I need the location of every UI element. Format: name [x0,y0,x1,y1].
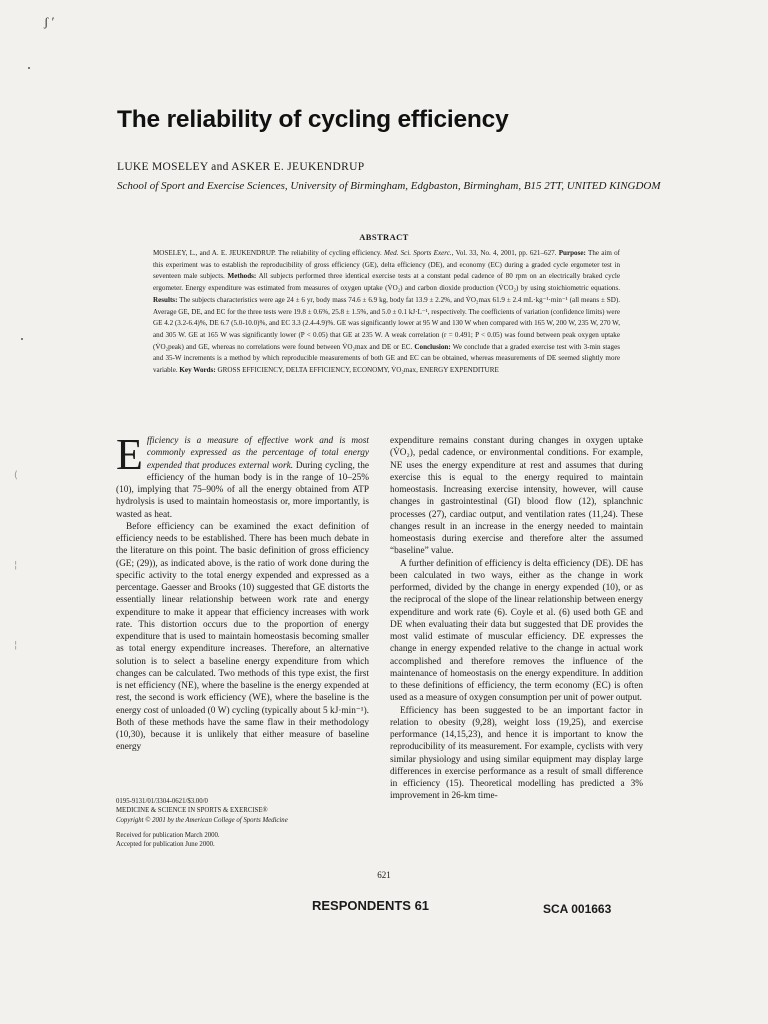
body-paragraph: A further definition of efficiency is delta efficiency (DE). DE has been calculated in two ways, either as the change in work performed, divided by the change in energy expended (10), or as the reciprocal of the slope of the linear relationship between energy expenditure and work rate (6). Coyle et al. (6) used both GE and DE when evaluating their data but suggested that DE provides the most valid estimate of muscular efficiency. DE expresses the change in energy expended relative to the change in actual work accomplished and therefore removes the influence of the maintenance of homeostasis on the energy expenditure. In addition to these definitions of efficiency, the term economy (EC) is often used as a measure of oxygen consumption per unit of power output. [390,558,643,704]
conclusion-label: Conclusion: [414,342,451,351]
body-column-left [116,435,369,791]
margin-scan-mark: ¦ [14,640,18,651]
body-paragraph: Before efficiency can be examined the exact definition of efficiency needs to be established. There has been much debate in the literature on this point. The basic definition of gross efficiency (GE; (29)), as indicated above, is the ratio of work done during the specific activity to the total energy expended and expressed as a percentage. Gaesser and Brooks (10) suggested that GE distorts the essentially linear relationship between work rate and energy expenditure to make it appear that efficiency increases with work rate. This distortion occurs due to the proportion of energy expenditure that is used to maintain homeostasis becoming smaller as total energy expenditure increases. Therefore, an alternative solution is to select a baseline energy expenditure from which changes can be calculated. Two methods of this type exist, the first is net efficiency (NE), where the baseline is the energy expended at rest, the second is work efficiency (WE), where the baseline is the energy cost of unloaded (0 W) cycling (typically about 5 kJ·min⁻¹). Both of these methods have the same flaw in their methodology (10,30), because it is unlikely that either measure of baseline energy [116,521,369,753]
abstract-volume: , Vol. 33, No. 4, 2001, pp. 621–627. [451,249,557,257]
purpose-label: Purpose: [558,249,586,257]
purpose-text: The aim of this experiment was to establish the reproducibility of gross efficiency (GE), delta efficiency (DE), and economy (EC) during a graded cycle ergometer test in seventeen male subjects. [153,249,620,281]
accepted-line: Accepted for publication June 2000. [116,841,215,849]
abstract-heading: ABSTRACT [359,232,409,242]
keywords-label: Key Words: [179,366,216,375]
drop-cap: E [116,435,143,479]
body-paragraph: expenditure remains constant during changes in oxygen uptake (V̇O₂), pedal cadence, or environmental conditions. For example, NE uses the energy expenditure at rest and assumes that during exercise this is equal to the energy required to maintain homeostasis. Increasing exercise intensity, however, will cause changes in gastrointestinal (GI) blood flow (12), splanchnic processes (27), cardiac output, and ventilation rates (11,24). These changes result in an increase in the energy needed to maintain homeostasis during exercise and therefore alter the assumed “baseline” value. [390,436,643,557]
keywords-text: GROSS EFFICIENCY, DELTA EFFICIENCY, ECONOMY, V̇O₂max, ENERGY EXPENDITURE [217,366,499,375]
body-column-right [390,435,643,865]
conclusion-text: We conclude that a graded exercise test with 3-min stages and 35-W increments is a method by which reproducible measurements of both GE and EC can be obtained, whereas measurements of DE seemed slightly more variable. [153,342,620,375]
author-list: LUKE MOSELEY and ASKER E. JEUKENDRUP [117,161,365,173]
scan-speck [21,338,23,340]
corner-scan-mark: ʃ ′ [44,14,55,29]
journal-abbrev: Med. Sci. Sports Exerc. [384,249,452,257]
abstract-text [153,248,620,377]
abstract-citation: MOSELEY, L., and A. E. JEUKENDRUP. The reliability of cycling efficiency. [153,249,382,257]
results-label: Results: [153,295,178,304]
lead-sentence: fficiency is a measure of effective work and is most commonly expressed as the percentage of total energy expended that produces external work. [146,436,369,471]
journal-name-line: MEDICINE & SCIENCE IN SPORTS & EXERCISE® [116,807,268,815]
issn-line: 0195-9131/01/3304-0621/$3.00/0 [116,798,208,805]
body-paragraph [116,435,369,521]
affiliation: School of Sport and Exercise Sciences, University of Birmingham, Edgbaston, Birmingham, B15 2TT, UNITED KINGDOM [117,180,661,192]
margin-scan-mark: ( [14,470,18,481]
page-number: 621 [377,870,391,880]
results-text: The subjects characteristics were age 24 ± 6 yr, body mass 74.6 ± 6.9 kg, body fat 13.9 ± 2.2%, and V̇O₂max 61.9 ± 2.4 mL·kg⁻¹·min⁻¹ (all means ± SD). Average GE, DE, and EC for the three tests were 19.8 ± 0.6%, 25.8 ± 1.5%, and 5.0 ± 0.1 kJ·L⁻¹, respectively. The coefficients of variation (confidence limits) were GE 4.2 (3.2-6.4)%, DE 6.7 (5.0-10.0)%, and EC 3.3 (2.4-4.9)%. GE was significantly lower at 95 W and 130 W when compared with 165 W, 200 W, 235 W, 270 W, and 305 W. GE at 165 W was significantly lower (P < 0.05) that GE at 235 W. A weak correlation (r = 0.491; P < 0.05) was found between peak oxygen uptake (V̇O₂peak) and GE, whereas no correlations were found between V̇O₂max and DE or EC. [153,295,621,351]
body-paragraph: Efficiency has been suggested to be an important factor in relation to obesity (9,28), weight loss (19,25), and exercise performance (14,15,23), and hence it is important to know the reproducibility of its measurement. For example, cyclists with very similar physiology and using similar equipment may display large differences in exercise performance as a result of small difference in efficiency (15). Theoretical modelling has predicted a 3% improvement in 26-km time- [390,705,643,802]
methods-label: Methods: [227,272,257,281]
copyright-line: Copyright © 2001 by the American College of Sports Medicine [116,816,288,824]
bates-number: SCA 001663 [543,902,612,916]
respondents-stamp: RESPONDENTS 61 [312,898,430,913]
received-line: Received for publication March 2000. [116,831,220,839]
paragraph-text: During cycling, the efficiency of the human body is in the range of 10–25% (10), implying that 75–90% of all the energy obtained from ATP hydrolysis is used to maintain homeostasis or, more importantly, is wasted as heat. [116,460,369,520]
publication-info [116,797,376,849]
paper-title: The reliability of cycling efficiency [117,106,509,133]
margin-scan-mark: ¦ [14,560,18,571]
methods-text: All subjects performed three identical exercise tests at a constant pedal cadence of 80 rpm on an electrically braked cycle ergometer. Energy expenditure was estimated from measures of oxygen uptake (V̇O₂) and carbon dioxide production (V̇CO₂) by using stoichiometric equations. [153,272,620,293]
scan-speck [28,67,30,69]
